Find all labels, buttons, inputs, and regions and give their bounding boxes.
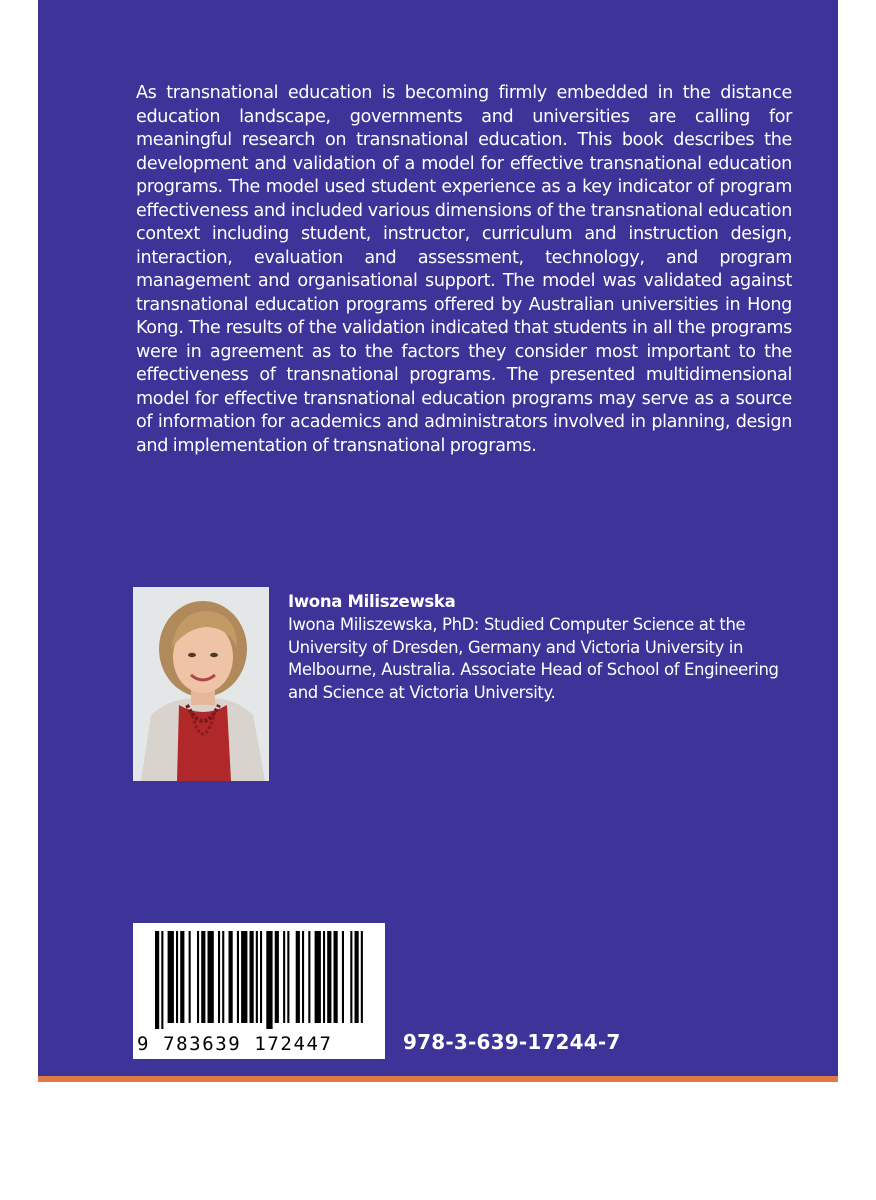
barcode-bar [355,931,359,1023]
barcode-bar [308,931,310,1023]
barcode-bar [275,931,279,1023]
barcode-bar [361,931,363,1023]
barcode-bar [287,931,289,1023]
author-name: Iwona Miliszewska [288,592,456,611]
barcode [133,923,385,1059]
barcode-bar [350,931,352,1023]
barcode-bar [201,931,205,1023]
barcode-bars [155,931,365,1029]
barcode-bar [180,931,184,1023]
barcode-digits: 9 783639 172447 [137,1033,333,1055]
barcode-bar [342,931,344,1023]
barcode-bar [168,931,174,1023]
barcode-bar [327,931,331,1023]
barcode-bar [323,931,325,1023]
book-description: As transnational education is becoming firmly embedded in the distance education landscape, governments and universities are calling for meaningful research on transnational education. This book describes the development and validation of a model for effective transnational education programs. The model used student experience as a key indicator of program effectiveness and included various dimensions of the transnational education context including student, instructor, curriculum and instruction design, interaction, evaluation and assessment, technology, and program management and organisational support. The model was validated against transnational education programs offered by Australian universities in Hong Kong. The results of the validation indicated that students in all the programs were in agreement as to the factors they consider most important to the effectiveness of transnational programs. The presented multidimensional model for effective transnational education programs may serve as a source of information for academics and administrators involved in planning, design and implementation of transnational programs. [136,83,792,456]
barcode-bar [229,931,233,1023]
barcode-bar [260,931,262,1023]
barcode-bar [334,931,338,1023]
barcode-bar [218,931,220,1023]
isbn-number: 978-3-639-17244-7 [403,1030,621,1054]
barcode-bar [161,931,163,1029]
barcode-bar [315,931,321,1023]
barcode-bar [256,931,258,1023]
barcode-bar [302,931,304,1023]
barcode-bar [208,931,214,1023]
barcode-bar [250,931,254,1023]
barcode-bar [237,931,239,1023]
barcode-bar [176,931,178,1023]
author-photo [133,587,269,781]
barcode-bar [222,931,224,1023]
barcode-bar [189,931,191,1023]
barcode-bar [266,931,272,1029]
barcode-bar [197,931,199,1023]
orange-stripe [38,1076,838,1082]
barcode-bar [241,931,247,1023]
barcode-bar [296,931,300,1023]
barcode-bar [155,931,159,1029]
author-bio: Iwona Miliszewska, PhD: Studied Computer Science at the University of Dresden, Germany and Victoria University in Melbourne, Australia. Associate Head of School of Engineering and Science at Victoria University. [288,615,779,702]
barcode-bar [283,931,285,1023]
